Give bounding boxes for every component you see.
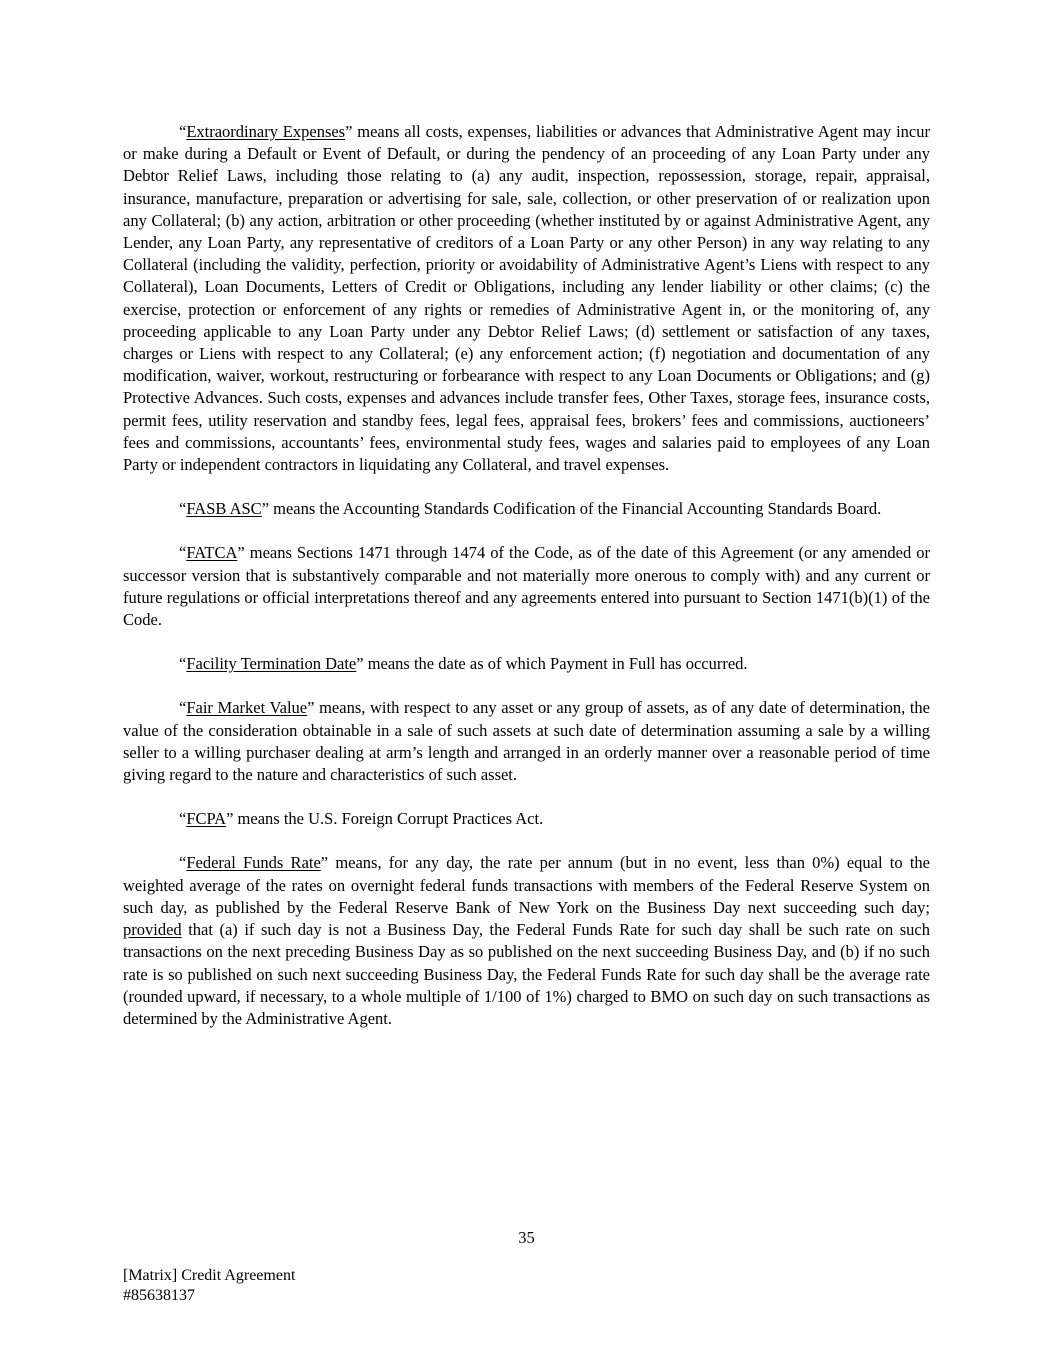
footer-document-title: [Matrix] Credit Agreement [123,1267,296,1284]
page-number: 35 [518,1228,535,1247]
paragraph [123,808,930,830]
defined-term: Fair Market Value [186,698,308,718]
defined-term: provided [123,920,182,940]
paragraph-text: “ [179,543,187,563]
paragraph [123,121,930,476]
paragraph-text: that (a) if such day is not a Business Day, the Federal Funds Rate for such day shall be such rate on such transactions on the next preceding Business Day as so published on the next succeeding Business Day, and (b) if no such rate is so published on such next succeeding Business Day, the Federal Funds Rate for such day shall be the average rate (rounded upward, if necessary, to a whole multiple of 1/100 of 1%) charged to BMO on such day on such transactions as determined by the Administrative Agent. [123,920,930,1028]
paragraph-text: ” means, with respect to any asset or any group of assets, as of any date of determination, the value of the consideration obtainable in a sale of such assets at such date of determination assuming a sale by a willing seller to a willing purchaser dealing at arm’s length and arranged in an orderly manner over a reasonable period of time giving regard to the nature and characteristics of such asset. [123,698,930,785]
paragraph-text: ” means the Accounting Standards Codification of the Financial Accounting Standards Board. [261,499,882,519]
defined-term: Extraordinary Expenses [186,122,346,141]
paragraph-text: ” means the date as of which Payment in Full has occurred. [356,654,748,674]
paragraph [123,542,930,631]
paragraph-text: ” means, for any day, the rate per annum (but in no event, less than 0%) equal to the weighted average of the rates on overnight federal funds transactions with members of the Federal Reserve System on such day, as published by the Federal Reserve Bank of New York on the Business Day next succeeding such day; [123,853,930,917]
document-body [123,121,930,1052]
footer-document-id: #85638137 [123,1286,195,1304]
defined-term: Facility Termination Date [186,654,357,674]
paragraph-text: “ [179,698,187,718]
paragraph-text: ” means all costs, expenses, liabilities or advances that Administrative Agent may incur or make during a Default or Event of Default, or during the pendency of an proceeding of any Loan Party under any Debtor Relief Laws, including those relating to (a) any audit, inspection, repossession, storage, repair, appraisal, insurance, manufacture, preparation or advertising for sale, sale, collection, or other preservation of or realization upon any Collateral; (b) any action, arbitration or other proceeding (whether instituted by or against Administrative Agent, any Lender, any Loan Party, any representative of creditors of a Loan Party or any other Person) in any way relating to any Collateral (including the validity, perfection, priority or avoidability of Administrative Agent’s Liens with respect to any Collateral), Loan Documents, Letters of Credit or Obligations, including any lender liability or other claims; (c) the exercise, protection or enforcement of any rights or remedies of Administrative Agent in, or the monitoring of, any proceeding applicable to any Loan Party under any Debtor Relief Laws; (d) settlement or satisfaction of any taxes, charges or Liens with respect to any Collateral; (e) any enforcement action; (f) negotiation and documentation of any modification, waiver, workout, restructuring or forbearance with respect to any Loan Documents or Obligations; and (g) Protective Advances. Such costs, expenses and advances include transfer fees, Other Taxes, storage fees, insurance costs, permit fees, utility reservation and standby fees, legal fees, appraisal fees, brokers’ fees and commissions, auctioneers’ fees and commissions, accountants’ fees, environmental study fees, wages and salaries paid to employees of any Loan Party or independent contractors in liquidating any Collateral, and travel expenses. [123,122,930,475]
paragraph-text: “ [179,654,187,674]
defined-term: FATCA [186,543,238,563]
paragraph [123,498,930,520]
paragraph [123,852,930,1030]
paragraph-text: “ [179,853,187,873]
paragraph [123,653,930,675]
document-footer [123,1266,295,1305]
paragraph-text: ” means Sections 1471 through 1474 of the Code, as of the date of this Agreement (or any amended or successor version that is substantively comparable and not materially more onerous to comply with) and any current or future regulations or official interpretations thereof and any agreements entered into pursuant to Section 1471(b)(1) of the Code. [123,543,930,630]
paragraph [123,697,930,786]
paragraph-text: “ [179,809,187,829]
defined-term: Federal Funds Rate [186,853,321,873]
defined-term: FCPA [186,809,227,829]
paragraph-text: ” means the U.S. Foreign Corrupt Practices Act. [226,809,544,829]
paragraph-text: “ [179,122,187,141]
defined-term: FASB ASC [186,499,262,519]
paragraph-text: “ [179,499,187,519]
